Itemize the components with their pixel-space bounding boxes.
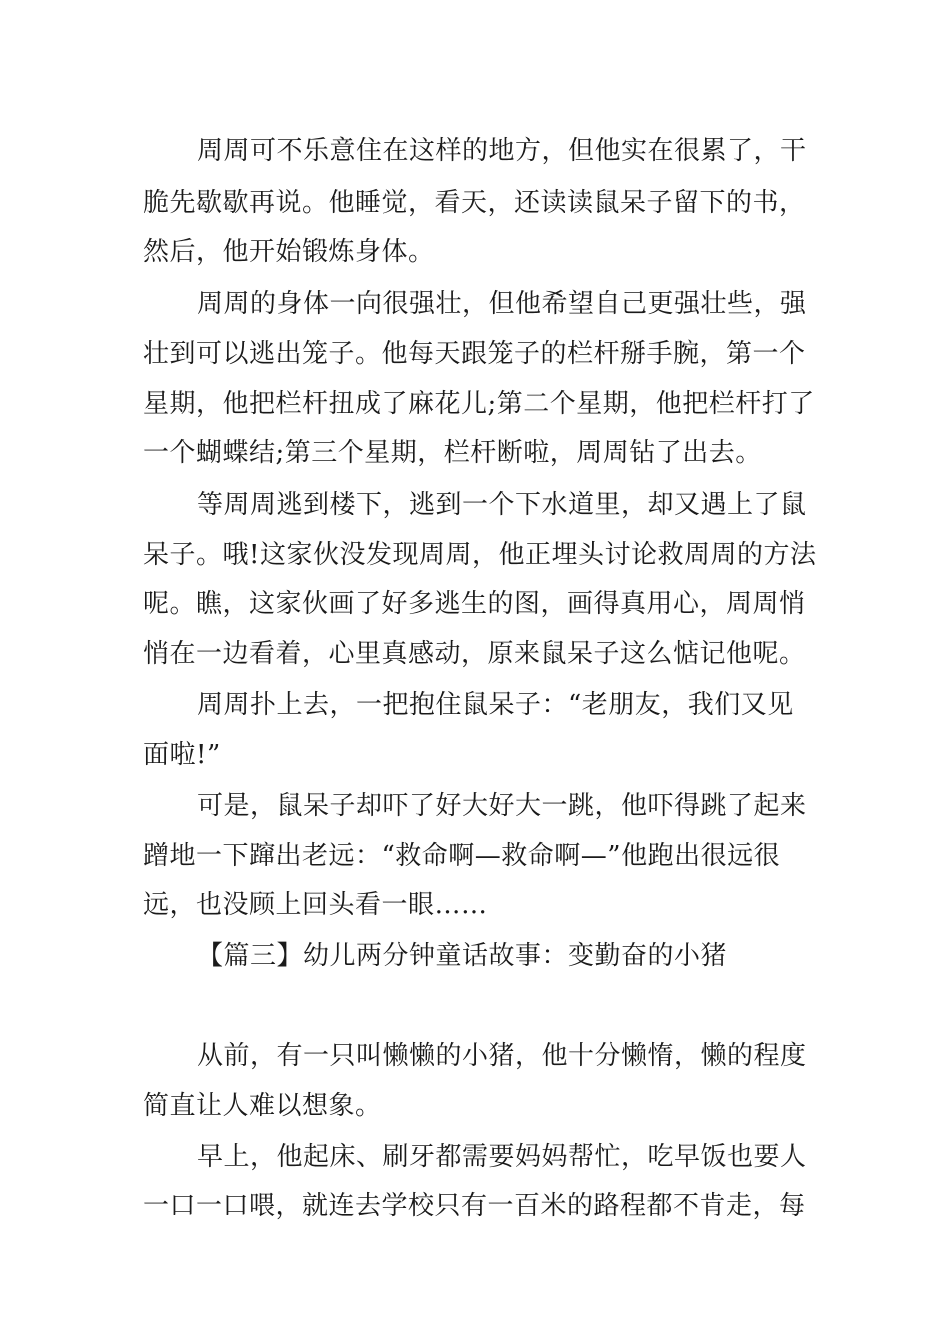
text-line: 一个蝴蝶结;第三个星期，栏杆断啦，周周钻了出去。 xyxy=(143,438,762,468)
text-line: 悄在一边看着，心里真感动，原来鼠呆子这么惦记他呢。 xyxy=(143,639,806,669)
text-line: 可是，鼠呆子却吓了好大好大一跳，他吓得跳了起来 xyxy=(197,791,807,821)
text-line: 呢。瞧，这家伙画了好多逃生的图，画得真用心，周周悄 xyxy=(143,589,806,619)
text-line: 一口一口喂，就连去学校只有一百米的路程都不肯走，每 xyxy=(143,1191,806,1221)
text-line: 星期，他把栏杆扭成了麻花儿;第二个星期，他把栏杆打了 xyxy=(143,389,815,419)
text-line: 周周扑上去，一把抱住鼠呆子：“老朋友，我们又见 xyxy=(197,690,794,720)
text-line: 然后，他开始锻炼身体。 xyxy=(143,237,435,267)
section-heading: 【篇三】幼儿两分钟童话故事：变勤奋的小猪 xyxy=(197,941,728,971)
text-line: 等周周逃到楼下，逃到一个下水道里，却又遇上了鼠 xyxy=(197,490,807,520)
text-line: 呆子。哦!这家伙没发现周周，他正埋头讨论救周周的方法 xyxy=(143,540,817,570)
text-line: 周周的身体一向很强壮，但他希望自己更强壮些，强 xyxy=(197,289,807,319)
text-line: 周周可不乐意住在这样的地方，但他实在很累了，干 xyxy=(197,136,807,166)
text-line: 简直让人难以想象。 xyxy=(143,1091,382,1121)
text-line: 脆先歇歇再说。他睡觉，看天，还读读鼠呆子留下的书， xyxy=(143,188,806,218)
text-line: 蹭地一下蹿出老远：“救命啊—救命啊—”他跑出很远很 xyxy=(143,841,781,871)
text-line: 面啦!” xyxy=(143,740,221,770)
text-line: 早上，他起床、刷牙都需要妈妈帮忙，吃早饭也要人 xyxy=(197,1142,807,1172)
text-line: 从前，有一只叫懒懒的小猪，他十分懒惰，懒的程度 xyxy=(197,1041,807,1071)
text-line: 壮到可以逃出笼子。他每天跟笼子的栏杆掰手腕，第一个 xyxy=(143,339,806,369)
text-line: 远，也没顾上回头看一眼…… xyxy=(143,890,488,920)
